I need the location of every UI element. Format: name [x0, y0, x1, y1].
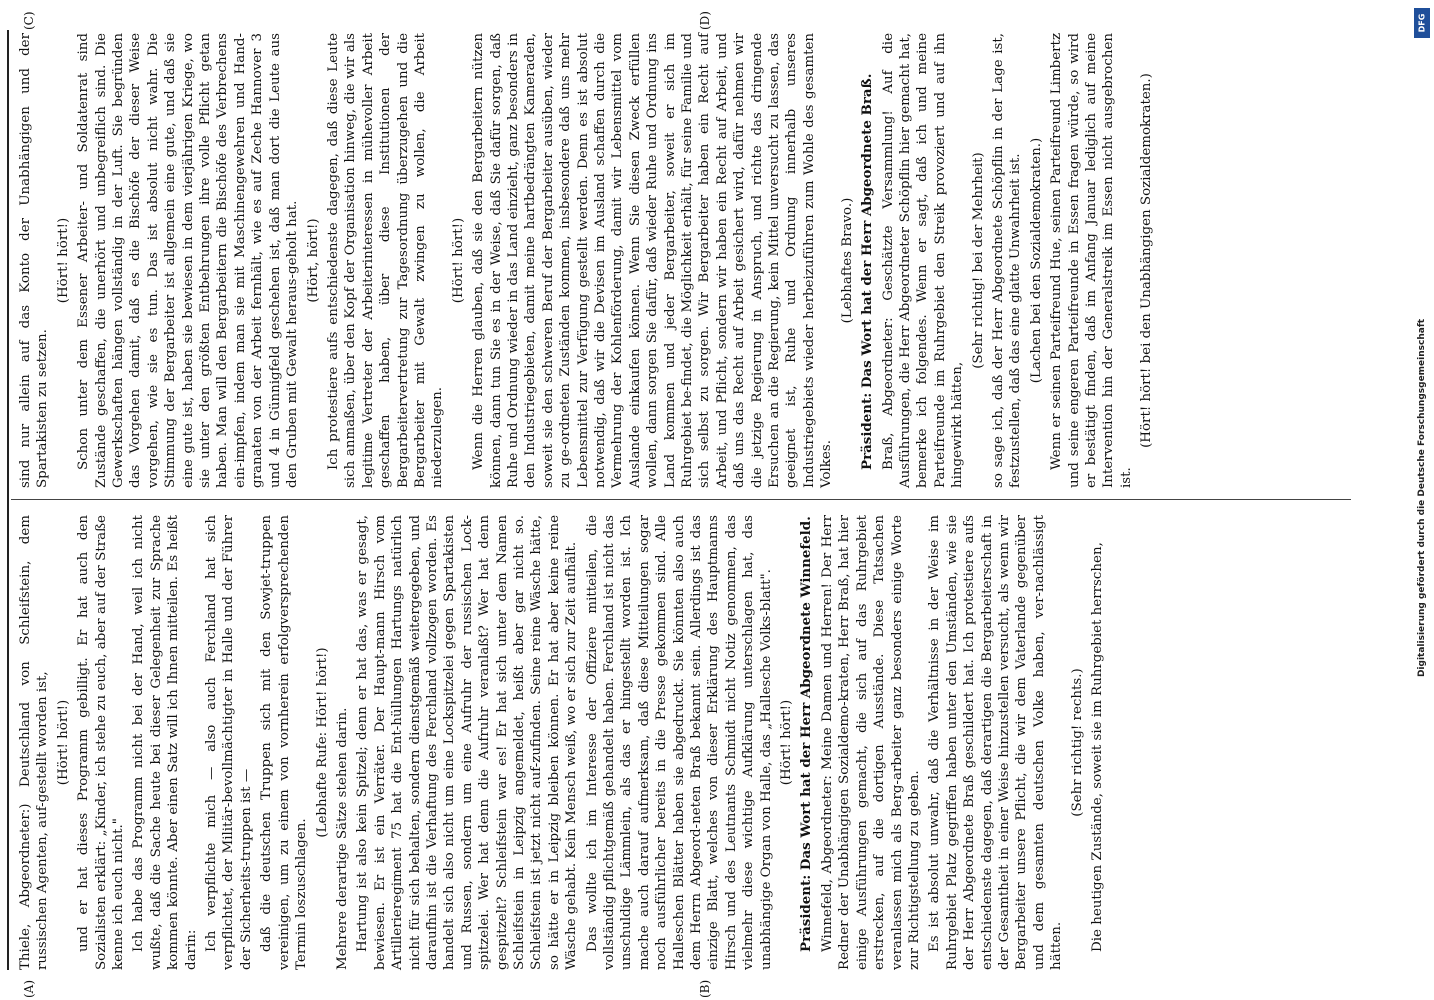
interjection: (Hört! hört!)	[779, 699, 795, 786]
paragraph: Die heutigen Zustände, soweit sie im Ruhrgebiet herrschen,	[1089, 542, 1105, 952]
digitization-credit-text: Digitalisierung gefördert durch die Deutsche Forschungsgemeinschaft	[1417, 318, 1427, 678]
paragraph: Wenn er seinen Parteifreund Hue, seinen Parteifreund Limbertz und seine engeren Parteifreunde in Essen fragen würde, so wird er bestätigt finden, daß im Anfang Januar lediglich auf meine Intervention hin der Generalstreik im Essen nicht ausgebrochen ist.	[1049, 33, 1134, 488]
speaker-paragraph: Winnefeld, Abgeordneter: Meine Damen und Herren! Der Herr Redner der Unabhängigen Sozialdemo-kraten, Herr Braß, hat hier einige Ausführungen gemacht, die sich auf das Ruhrgebiet erstrecken, auf die dortigen Ausstände. Diese Tatsachen veranlassen mich als Berg-arbeiter ganz besonders einige Worte zur Richtigstellung zu geben.	[819, 515, 922, 970]
interjection: (Sehr richtig! bei der Mehrheit)	[970, 152, 986, 369]
interjection: (Lebhafte Rufe: Hört! hört!)	[314, 647, 330, 838]
interjection: (Hört! hört!)	[55, 699, 71, 786]
paragraph: Hartung ist also kein Spitzel; denn er hat das, was er gesagt, bewiesen. Er ist ein Verräter. Der Haupt-mann Hirsch vom Artillerieregiment 75 hat die Ent-hüllungen Hartungs natürlich nicht für sich behalten, sondern dienstgemäß weitergegeben, und daraufhin ist die Verhaftung des Ferchland vollzogen worden. Es handelt sich also nicht um eine Lockspitzelei gegen Spartakisten und Russen, sondern um eine Aufruhr der russischen Lock-spitzelei. Wer hat denn die Aufruhr veranlaßt? Wer hat denn gespitzelt? Schleifstein war es! Er hat sich unter dem Namen Schleifstein in Leipzig angemeldet, heißt aber gar nicht so. Schleifstein ist jetzt nicht auf-zufinden. Seine reine Wäsche hätte, so hätte er in Leipzig bleiben können. Er hat aber keine reine Wäsche gehabt. Kein Mensch weiß, wo er sich zur Zeit aufhält.	[355, 515, 580, 970]
interjection: (Hört! hört!)	[55, 217, 71, 304]
paragraph: so sage ich, daß der Herr Abgeordnete Schöpflin in der Lage ist, festzustellen, daß das eine glatte Unwahrheit ist.	[990, 33, 1024, 488]
paragraph: Ich protestiere aufs entschiedenste dagegen, daß diese Leute sich anmaßen, über den Kopf der Organisation hinweg, die wir als legitime Vertreter der Arbeiterinteressen in mühevoller Arbeit geschaffen haben, über diese Institutionen der Bergarbeitervertretung zur Tagesordnung überzugehen und die Bergarbeiter mit Gewalt zwingen zu wollen, die Arbeit niederzulegen.	[325, 33, 446, 488]
speaker-paragraph: Braß, Abgeordneter: Geschätzte Versammlung! Auf die Ausführungen, die Herr Abgeordneter Schöpflin hier gemacht hat, bemerke ich folgendes. Wenn er sagt, daß ich und meine Parteifreunde im Ruhrgebiet den Streik provoziert und auf ihn hingewirkt hätten,	[880, 33, 966, 488]
interjection: (Sehr richtig! rechts.)	[1069, 668, 1085, 817]
margin-marker-c: (C)	[22, 11, 36, 30]
paragraph: Das wollte ich im Interesse der Offiziere mitteilen, die vollständig pflichtgemäß gehandelt haben. Ferchland ist nicht das unschuldige Lämmlein, als das er hingestellt worden ist. Ich mache auch darauf aufmerksam, daß diese Mitteilungen sogar noch ausführlicher bereits in die Presse gekommen sind. Alle Halleschen Blätter haben sie abgedruckt. Sie könnten also auch dem Herrn Abgeord-neten Braß bekannt sein. Allerdings ist das einzige Blatt, welches von dieser Erklärung des Hauptmanns Hirsch und des Leutnants Schmidt nicht Notiz genommen, das vielmehr diese wichtige Aufklärung unterschlagen hat, das unabhängige Organ von Halle, das „Hallesche Volks-blatt".	[584, 515, 774, 970]
speaker-paragraph: Präsident: Das Wort hat der Herr Abgeordnete Braß.	[859, 73, 876, 470]
interjection: (Lachen bei den Sozialdemokraten.)	[1028, 137, 1044, 384]
paragraph: Es ist absolut unwahr, daß die Verhältnisse in der Weise im Ruhrgebiet Platz gegriffen haben unter den Umständen, wie sie der Herr Abgeordnete Braß geschildert hat. Ich protestiere aufs entschiedenste dagegen, daß derartigen die Bergarbeiterschaft in der Gesamtheit in einer Weise hinzustellen versucht, als wenn wir Bergarbeiter unsere Pflicht, die wir dem Vaterlande gegenüber und dem gesamten deutschen Volke haben, ver-nachlässigt hätten.	[927, 515, 1065, 970]
paragraph: Ich verpflichte mich — also auch Ferchland hat sich verpflichtet, der Militär-bevollmächtigter in Halle und der Führer der Sicherheits-truppen ist —	[204, 515, 254, 970]
header-rule	[7, 30, 9, 970]
speaker-paragraph: Präsident: Das Wort hat der Herr Abgeordnete Winnefeld.	[798, 516, 815, 952]
column-divider	[11, 499, 1351, 500]
paragraph: Ich habe das Programm nicht bei der Hand, weil ich nicht wußte, daß die Sache heute bei dieser Gelegenheit zur Sprache kommen könnte. Aber einen Satz will ich Ihnen mitteilen. Es heißt darin:	[131, 515, 199, 970]
left-column	[17, 515, 1109, 970]
paragraph: Wenn die Herren glauben, daß sie den Bergarbeitern nützen können, dann tun Sie es in der Weise, daß Sie dafür sorgen, daß Ruhe und Ordnung wieder in das Land einzieht, ganz besonders in den Industriegebieten, damit meine hartbedrängten Kameraden, soweit sie den schweren Beruf der Bergarbeiter ausüben, wieder zu ge-ordneten Zuständen kommen, insbesondere daß uns mehr Lebensmittel zur Verfügung gestellt werden. Denn es ist absolut notwendig, daß wir die Devisen im Ausland schaffen durch die Vermehrung der Kohlenförderung, damit wir Lebensmittel vom Auslande einkaufen können. Wenn Sie diesen Zweck erfüllen wollen, dann sorgen Sie dafür, daß wieder Ruhe und Ordnung ins Land kommen und jeder Bergarbeiter, soweit er sich im Ruhrgebiet be-findet, die Möglichkeit erhält, für seine Familie und sich selbst zu sorgen. Wir Bergarbeiter haben ein Recht auf Arbeit, und Pflicht, sondern wir haben ein Recht auf Arbeit, und daß uns das Recht auf Arbeit gesichert wird, dafür nehmen wir die jetzige Regierung in Anspruch, und richte das dringende Ersuchen an die Regierung, kein Mittel unversucht zu lassen, das geeignet ist, Ruhe und Ordnung innerhalb unseres Industriegebiets wieder herbeizuführen zum Wohle des gesamten Volkes.	[471, 33, 835, 488]
margin-marker-b: (B)	[698, 979, 712, 998]
digitization-credit	[1414, 8, 1430, 988]
interjection: (Hört! hört! bei den Unabhängigen Sozialdemokraten.)	[1139, 73, 1155, 448]
interjection: (Lebhaftes Bravo.)	[839, 197, 855, 324]
paragraph: Mehrere derartige Sätze stehen darin.	[334, 707, 350, 970]
right-column	[17, 33, 1159, 488]
page-header	[0, 30, 5, 970]
margin-marker-a: (A)	[22, 979, 36, 998]
dfg-logo-icon: DFG	[1414, 8, 1430, 38]
paragraph: sind nur allein auf das Konto der Unabhängigen und der Spartakisten zu setzen.	[18, 33, 51, 488]
paragraph: Schon unter dem Essener Arbeiter- und Soldatenrat sind Zustände geschaffen, die unerhört und unbegreiflich sind. Die Gewerkschaften hängen vollständig in der Luft. Sie begründen das Vorgehen damit, daß es die Bischöfe der dieser Weise vorgehen, wie sie es tun. Das ist absolut nicht wahr. Die Stimmung der Bergarbeiter ist allgemein eine gute, und daß sie eine gute ist, haben sie bewiesen in dem vierjährigen Kriege, wo sie unter den größten Entbehrungen ihre volle Pflicht getan haben. Man will den Bergarbeitern die Bischöfe des Verbrechens ein-impfen, indem man sie mit Maschinengewehren und Hand-granaten von der Arbeit fernhält, wie es auf Zeche Hannover 3 und 4 in Günnigfeld geschehen ist, daß man dort die Leute aus den Gruben mit Gewalt heraus-geholt hat.	[76, 33, 301, 488]
paragraph: und er hat dieses Programm gebilligt. Er hat auch den Sozialisten erklärt: „Kinder, ich stehe zu euch, aber auf der Straße kenne ich euch nicht."	[76, 515, 127, 970]
paragraph: Thiele, Abgeordneter:) Deutschland von Schleifstein, dem russischen Agenten, auf-gestellt worden ist,	[18, 515, 51, 970]
quoted-paragraph: daß die deutschen Truppen sich mit den Sowjet-truppen vereinigen, um zu einem von vornherein erfolgversprechenden Termin loszuschlagen.	[259, 515, 310, 970]
interjection: (Hört, hört!)	[305, 218, 321, 303]
margin-marker-d: (D)	[698, 11, 712, 30]
interjection: (Hört! hört!)	[450, 217, 466, 304]
rotated-page	[0, 11, 1357, 998]
